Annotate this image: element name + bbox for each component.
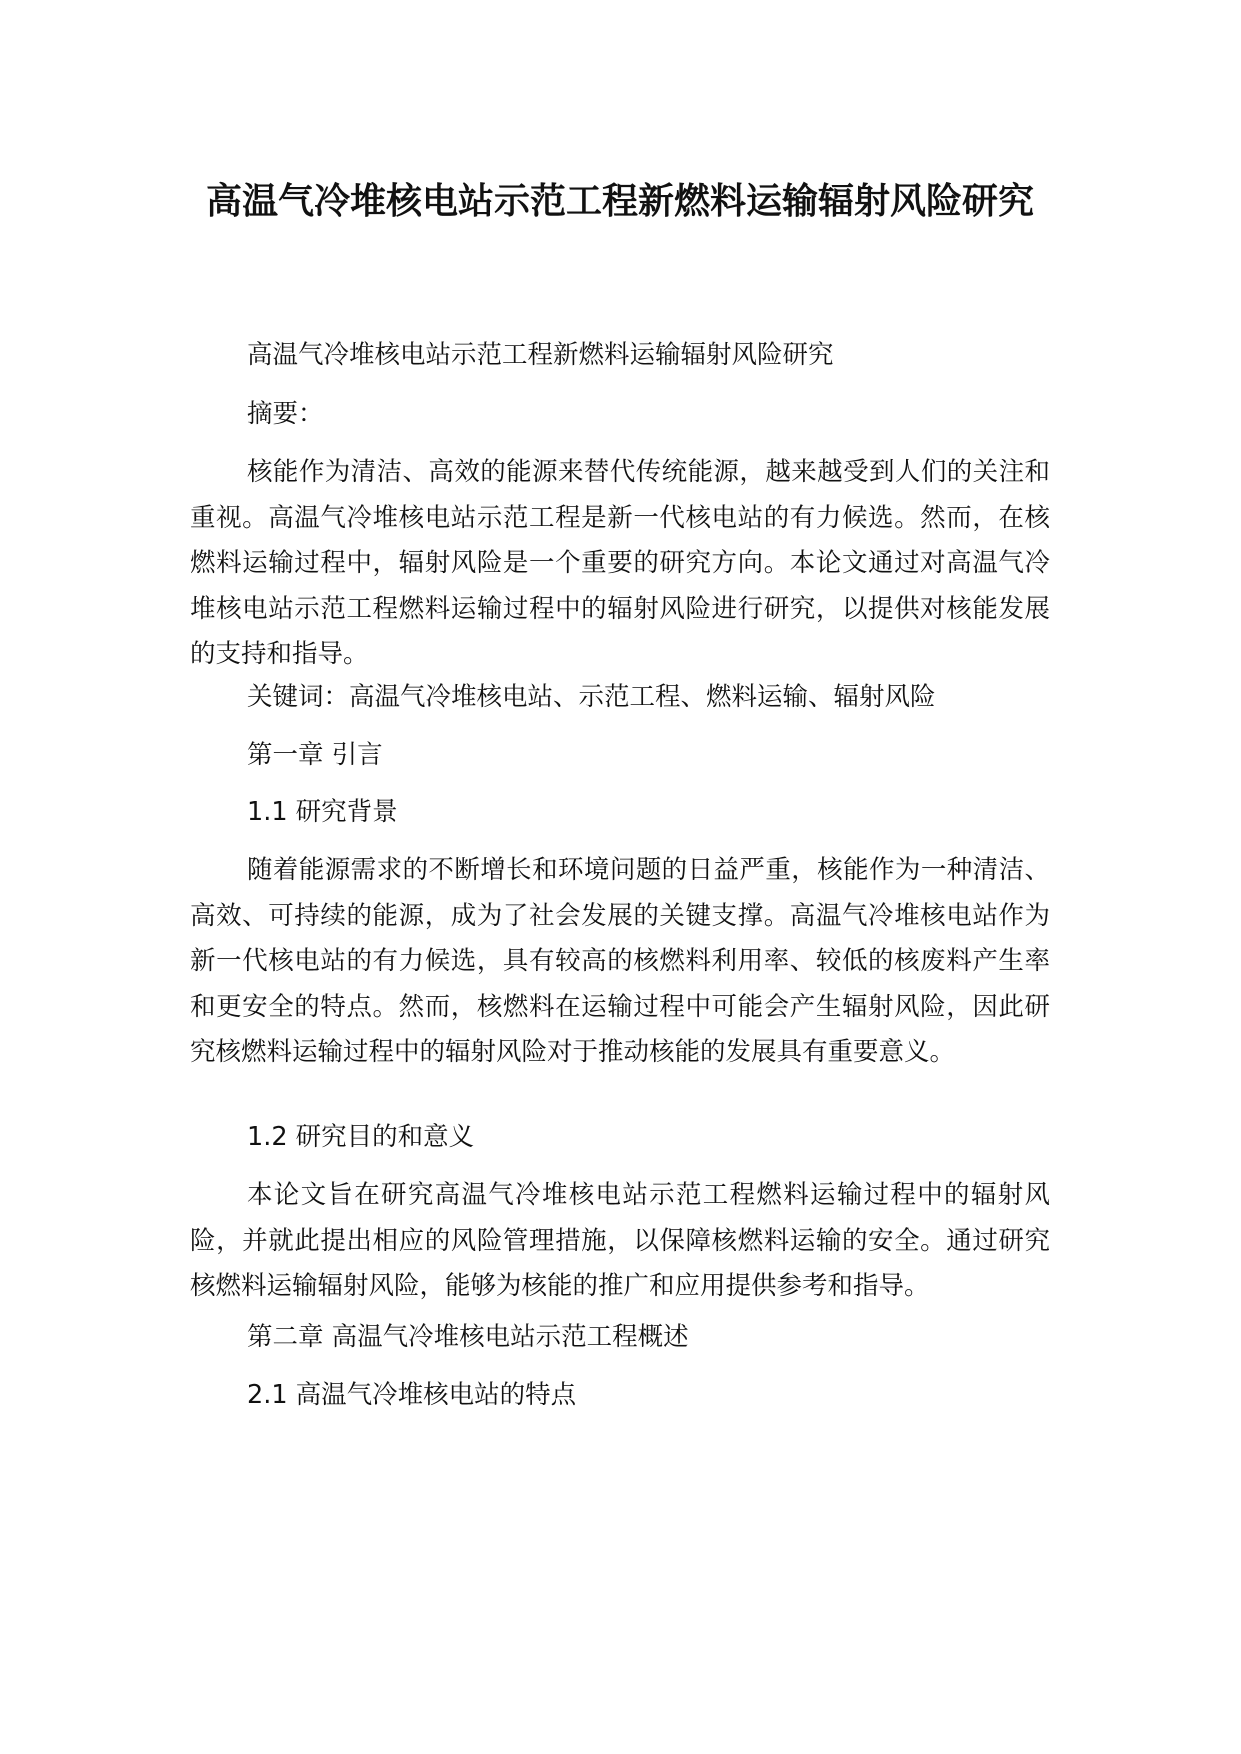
- section-2-1-heading: 2.1 高温气冷堆核电站的特点: [247, 1380, 577, 1410]
- keywords-line: 关键词：高温气冷堆核电站、示范工程、燃料运输、辐射风险: [247, 682, 936, 712]
- section-1-1-paragraph: 随着能源需求的不断增长和环境问题的日益严重，核能作为一种清洁、高效、可持续的能源，成为了社会发展的关键支撑。高温气冷堆核电站作为新一代核电站的有力候选，具有较高的核燃料利用率、较低的核废料产生率和更安全的特点。然而，核燃料在运输过程中可能会产生辐射风险，因此研究核燃料运输过程中的辐射风险对于推动核能的发展具有重要意义。: [190, 855, 1050, 1067]
- section-1-2-heading: 1.2 研究目的和意义: [247, 1122, 475, 1152]
- abstract-label: 摘要：: [247, 399, 324, 429]
- abstract-paragraph: 核能作为清洁、高效的能源来替代传统能源，越来越受到人们的关注和重视。高温气冷堆核电站示范工程是新一代核电站的有力候选。然而，在核燃料运输过程中，辐射风险是一个重要的研究方向。本论文通过对高温气冷堆核电站示范工程燃料运输过程中的辐射风险进行研究，以提供对核能发展的支持和指导。: [190, 457, 1050, 669]
- chapter-1-heading: 第一章 引言: [247, 740, 383, 770]
- document-title: 高温气冷堆核电站示范工程新燃料运输辐射风险研究: [205, 181, 1034, 222]
- section-1-2-paragraph: 本论文旨在研究高温气冷堆核电站示范工程燃料运输过程中的辐射风险，并就此提出相应的风险管理措施，以保障核燃料运输的安全。通过研究核燃料运输辐射风险，能够为核能的推广和应用提供参考和指导。: [190, 1180, 1050, 1301]
- document-subtitle: 高温气冷堆核电站示范工程新燃料运输辐射风险研究: [247, 340, 834, 370]
- section-1-1-heading: 1.1 研究背景: [247, 797, 398, 827]
- chapter-2-heading: 第二章 高温气冷堆核电站示范工程概述: [247, 1322, 689, 1352]
